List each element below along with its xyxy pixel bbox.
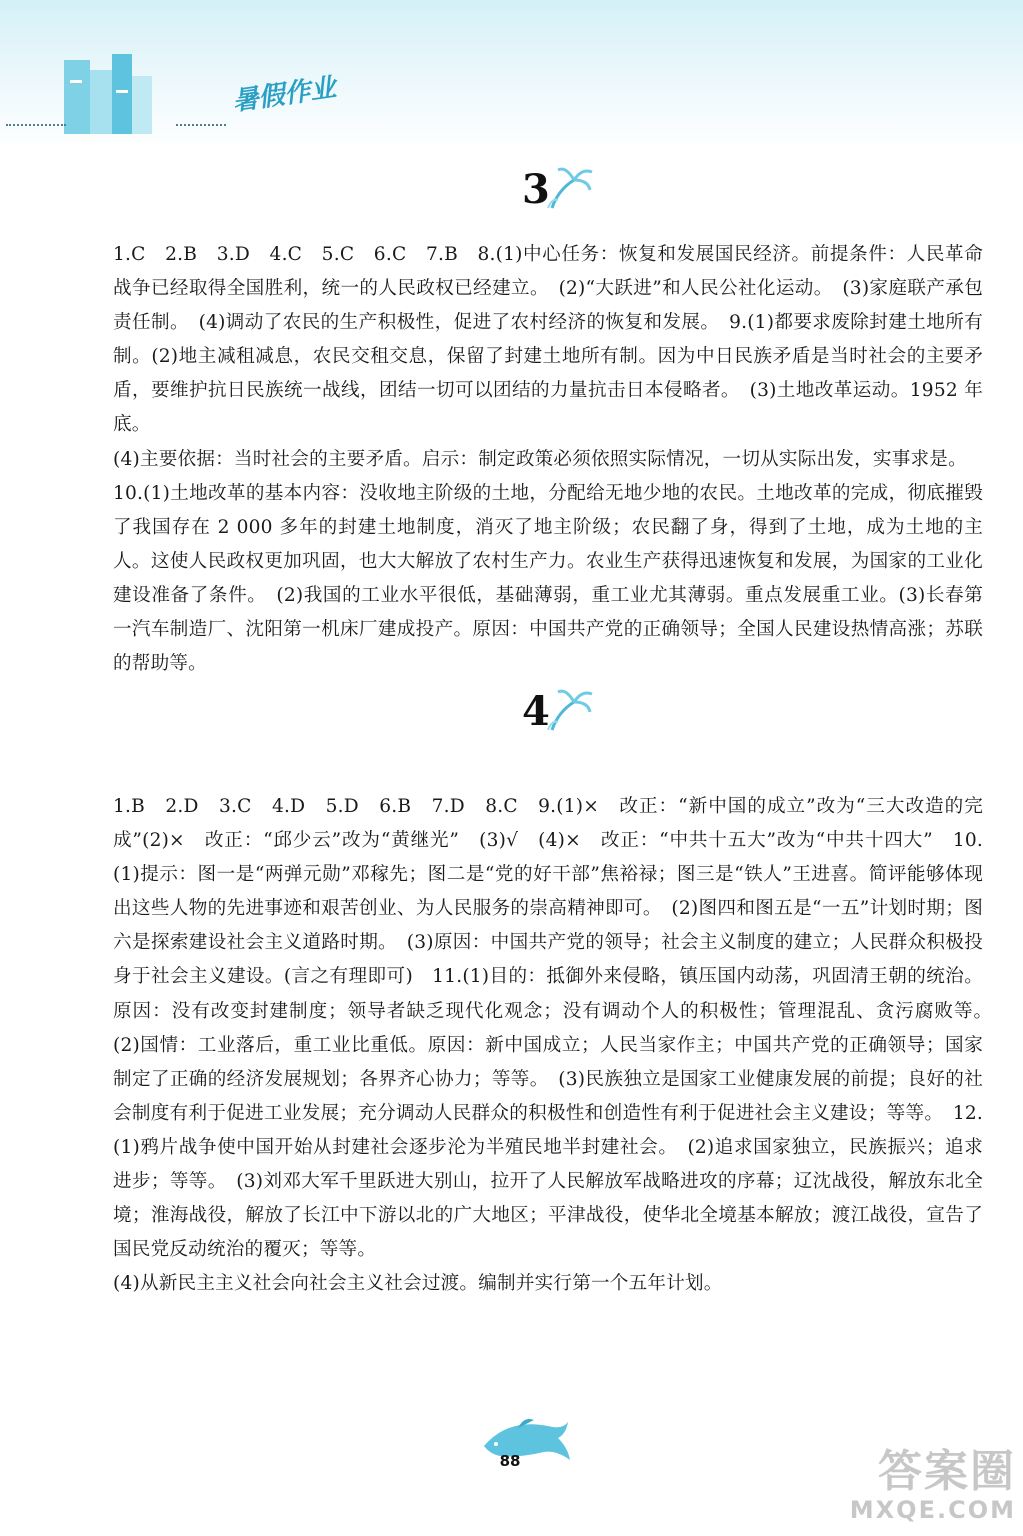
page-number: 88 [499,1452,521,1470]
section-heading-3 [522,160,594,213]
answer-block-4 [113,790,1002,1301]
section-number: 3 [522,166,550,213]
watermark-text: 答案圈 [878,1446,1016,1497]
answer-paragraph: (4)从新民主主义社会向社会主义社会过渡。编制并实行第一个五年计划。 [113,1273,723,1295]
answer-paragraph: 10.(1)土地改革的基本内容：没收地主阶级的土地，分配给无地少地的农民。土地改革的完成，彻底摧毁了我国存在 2 000 多年的封建土地制度，消灭了地主阶级；农民翻了身，得到了土地，成为土地的主人。这使人民政权更加巩固，也大大解放了农村生产力。农业生产获得迅速恢复和发展，为国家的工业化建设准备了条件。 (2)我国的工业水平很低，基础薄弱，重工业尤其薄弱。重点发展重工业。(3)长春第一汽车制造厂、沈阳第一机床厂建成投产。原因：中国共产党的正确领导；全国人民建设热情高涨；苏联的帮助等。 [113,482,983,675]
section-heading-4 [522,682,594,735]
answer-block-3 [113,238,983,681]
header-banner-text: 暑假作业 [230,72,338,118]
answer-paragraph: 1.B 2.D 3.C 4.D 5.D 6.B 7.D 8.C 9.(1)× 改正：“新中国的成立”改为“三大改造的完成”(2)× 改正：“邱少云”改为“黄继光” (3)√ (4)× 改正：“中共十五大”改为“中共十四大” 10.(1)提示：图一是“两弹元勋”邓稼先；图二是“党的好干部”焦裕禄；图三是“铁人”王进喜。简评能够体现出这些人物的先进事迹和艰苦创业、为人民服务的崇高精神即可。 (2)图四和图五是“一五”计划时期；图六是探索建设社会主义道路时期。 (3)原因：中国共产党的领导；社会主义制度的建立；人民群众积极投身于社会主义建设。(言之有理即可) 11.(1)目的：抵御外来侵略，镇压国内动荡，巩固清王朝的统治。原因：没有改变封建制度；领导者缺乏现代化观念；没有调动个人的积极性；管理混乱、贪污腐败等。 (2)国情：工业落后，重工业比重低。原因：新中国成立；人民当家作主；中国共产党的正确领导；国家制定了正确的经济发展规划；各界齐心协力；等等。 (3)民族独立是国家工业健康发展的前提；良好的社会制度有利于促进工业发展；充分调动人民群众的积极性和创造性有利于促进社会主义建设；等等。 12.(1)鸦片战争使中国开始从封建社会逐步沦为半殖民地半封建社会。 (2)追求国家独立，民族振兴；追求进步；等等。 (3)刘邓大军千里跃进大别山，拉开了人民解放军战略进攻的序幕；辽沈战役，解放东北全境；淮海战役，解放了长江中下游以北的广大地区；平津战役，使华北全境基本解放；渡江战役，宣告了国民党反动统治的覆灭；等等。 [113,796,1002,1261]
header-divider [6,124,66,130]
answer-paragraph: 1.C 2.B 3.D 4.C 5.C 6.C 7.B 8.(1)中心任务：恢复和发展国民经济。前提条件：人民革命战争已经取得全国胜利，统一的人民政权已经建立。 (2)“大跃进”和人民公社化运动。 (3)家庭联产承包责任制。 (4)调动了农民的生产积极性，促进了农村经济的恢复和发展。 9.(1)都要求废除封建土地所有制。(2)地主减租减息，农民交租交息，保留了封建土地所有制。因为中日民族矛盾是当时社会的主要矛盾，要维护抗日民族统一战线，团结一切可以团结的力量抗击日本侵略者。 (3)土地改革运动。1952 年底。 [113,244,983,436]
answer-paragraph: (4)主要依据：当时社会的主要矛盾。启示：制定政策必须依照实际情况，一切从实际出发，实事求是。 [113,448,967,470]
section-number: 4 [522,688,550,735]
watermark-url: MXQE.COM [849,1496,1016,1524]
books-icon [60,50,155,138]
palm-tree-icon [544,686,594,732]
watermark-logo [848,1448,1016,1530]
palm-tree-icon [544,164,594,210]
header-divider [176,124,226,130]
